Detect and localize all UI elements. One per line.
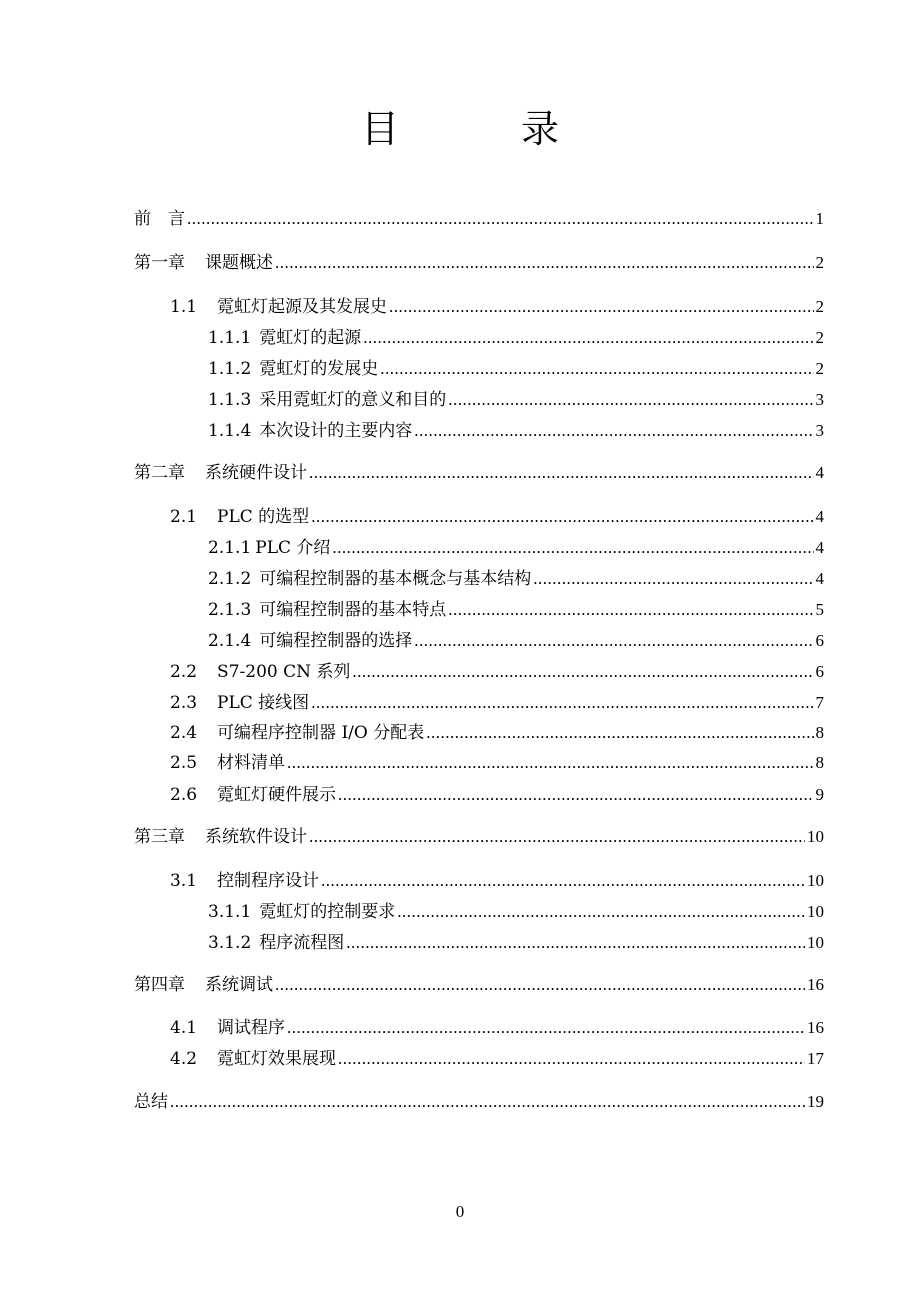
toc-entry-number: 2.1 bbox=[170, 507, 198, 527]
toc-entry-page: 19 bbox=[807, 1092, 824, 1111]
toc-entry-label: 课题概述 bbox=[205, 253, 273, 273]
toc-entry-label: PLC 介绍 bbox=[255, 538, 331, 558]
toc-entry-page: 3 bbox=[815, 421, 824, 440]
toc-entry-label: 霓虹灯的控制要求 bbox=[259, 902, 396, 922]
toc-entry-label: 前 言 bbox=[134, 209, 185, 229]
toc-entry-subsection[interactable] bbox=[208, 928, 824, 954]
toc-entry-subsection[interactable] bbox=[208, 595, 824, 621]
toc-leader-dots bbox=[397, 901, 805, 923]
toc-leader-dots bbox=[338, 784, 813, 806]
toc-entry-page: 1 bbox=[815, 209, 824, 228]
toc-entry-subsection[interactable] bbox=[208, 323, 824, 349]
toc-entry-summary[interactable] bbox=[134, 1087, 824, 1113]
toc-entry-page: 2 bbox=[815, 253, 824, 272]
toc-entry-label: 霓虹灯硬件展示 bbox=[217, 785, 337, 805]
toc-entry-number: 2.1.4 bbox=[208, 631, 252, 651]
toc-leader-dots bbox=[380, 358, 813, 380]
toc-entry-label: 系统调试 bbox=[205, 975, 273, 995]
toc-entry-label: 采用霓虹灯的意义和目的 bbox=[259, 390, 447, 410]
toc-entry-number: 1.1.4 bbox=[208, 421, 252, 441]
toc-entry-label: PLC 的选型 bbox=[217, 507, 310, 527]
toc-entry-preface[interactable] bbox=[134, 204, 824, 230]
toc-entry-page: 9 bbox=[815, 785, 824, 804]
toc-entry-number: 1.1.3 bbox=[208, 390, 252, 410]
toc-entry-number: 4.2 bbox=[170, 1049, 198, 1069]
toc-entry-label: PLC 接线图 bbox=[217, 693, 310, 713]
toc-entry-number: 第三章 bbox=[134, 827, 185, 847]
toc-entry-label: 本次设计的主要内容 bbox=[259, 421, 413, 441]
toc-leader-dots bbox=[338, 1048, 805, 1070]
toc-entry-number: 3.1.2 bbox=[208, 933, 252, 953]
toc-entry-page: 6 bbox=[815, 662, 824, 681]
toc-leader-dots bbox=[352, 661, 813, 683]
toc-leader-dots bbox=[414, 630, 813, 652]
toc-entry-label: 控制程序设计 bbox=[217, 871, 320, 891]
toc-entry-number: 3.1.1 bbox=[208, 902, 252, 922]
toc-entry-page: 5 bbox=[815, 600, 824, 619]
toc-entry-number: 1.1 bbox=[170, 297, 198, 317]
toc-entry-label: 可编程序控制器 I/O 分配表 bbox=[217, 723, 425, 743]
toc-entry-number: 1.1.2 bbox=[208, 359, 252, 379]
toc-entry-section[interactable] bbox=[170, 292, 824, 318]
toc-entry-page: 2 bbox=[815, 297, 824, 316]
toc-entry-page: 4 bbox=[815, 538, 824, 557]
toc-entry-page: 8 bbox=[815, 723, 824, 742]
toc-entry-subsection[interactable] bbox=[208, 533, 824, 559]
page-title: 目 录 bbox=[360, 107, 601, 151]
toc-entry-label: 调试程序 bbox=[217, 1018, 286, 1038]
toc-entry-page: 10 bbox=[807, 827, 824, 846]
toc-entry-number: 第二章 bbox=[134, 463, 185, 483]
toc-entry-subsection[interactable] bbox=[208, 385, 824, 411]
toc-entry-subsection[interactable] bbox=[208, 416, 824, 442]
toc-entry-number: 2.2 bbox=[170, 662, 198, 682]
toc-entry-page: 2 bbox=[815, 359, 824, 378]
toc-entry-page: 6 bbox=[815, 631, 824, 650]
toc-entry-section[interactable] bbox=[170, 748, 824, 774]
toc-leader-dots bbox=[389, 296, 813, 318]
toc-entry-section[interactable] bbox=[170, 502, 824, 528]
toc-leader-dots bbox=[287, 752, 813, 774]
page-number: 0 bbox=[455, 1202, 465, 1221]
toc-entry-subsection[interactable] bbox=[208, 897, 824, 923]
toc-entry-chapter-2[interactable] bbox=[134, 458, 824, 484]
toc-leader-dots bbox=[426, 722, 813, 744]
toc-entry-page: 3 bbox=[815, 390, 824, 409]
toc-entry-label: 系统硬件设计 bbox=[205, 463, 307, 483]
toc-entry-label: 材料清单 bbox=[217, 753, 286, 773]
toc-entry-page: 10 bbox=[807, 933, 824, 952]
toc-entry-chapter-4[interactable] bbox=[134, 970, 824, 996]
toc-entry-section[interactable] bbox=[170, 1044, 824, 1070]
toc-entry-page: 2 bbox=[815, 328, 824, 347]
toc-leader-dots bbox=[311, 506, 813, 528]
toc-leader-dots bbox=[309, 826, 805, 848]
toc-entry-section[interactable] bbox=[170, 866, 824, 892]
toc-leader-dots bbox=[170, 1091, 805, 1113]
toc-entry-page: 7 bbox=[815, 693, 824, 712]
toc-entry-page: 17 bbox=[807, 1049, 824, 1068]
toc-entry-page: 4 bbox=[815, 569, 824, 588]
toc-entry-section[interactable] bbox=[170, 718, 824, 744]
toc-entry-page: 8 bbox=[815, 753, 824, 772]
toc-entry-section[interactable] bbox=[170, 1013, 824, 1039]
toc-leader-dots bbox=[448, 599, 813, 621]
toc-leader-dots bbox=[533, 568, 813, 590]
toc-entry-page: 16 bbox=[807, 1018, 824, 1037]
toc-entry-chapter-3[interactable] bbox=[134, 822, 824, 848]
toc-leader-dots bbox=[448, 389, 813, 411]
toc-entry-subsection[interactable] bbox=[208, 564, 824, 590]
toc-entry-page: 4 bbox=[815, 463, 824, 482]
toc-entry-number: 4.1 bbox=[170, 1018, 198, 1038]
toc-entry-page: 10 bbox=[807, 871, 824, 890]
toc-entry-label: 总结 bbox=[134, 1092, 168, 1112]
toc-entry-label: 霓虹灯的发展史 bbox=[259, 359, 379, 379]
toc-leader-dots bbox=[346, 932, 805, 954]
toc-entry-subsection[interactable] bbox=[208, 626, 824, 652]
toc-entry-label: 可编程控制器的基本概念与基本结构 bbox=[259, 569, 532, 589]
toc-leader-dots bbox=[187, 208, 814, 230]
toc-entry-number: 1.1.1 bbox=[208, 328, 252, 348]
toc-leader-dots bbox=[275, 974, 805, 996]
toc-entry-number: 2.4 bbox=[170, 723, 198, 743]
toc-entry-number: 2.1.2 bbox=[208, 569, 252, 589]
toc-leader-dots bbox=[287, 1017, 805, 1039]
toc-entry-label: 程序流程图 bbox=[259, 933, 345, 953]
toc-entry-number: 2.6 bbox=[170, 785, 198, 805]
toc-leader-dots bbox=[414, 420, 813, 442]
toc-entry-section[interactable] bbox=[170, 688, 824, 714]
toc-entry-chapter-1[interactable] bbox=[134, 248, 824, 274]
toc-leader-dots bbox=[309, 462, 814, 484]
toc-entry-number: 2.3 bbox=[170, 693, 198, 713]
toc-entry-number: 2.1.3 bbox=[208, 600, 252, 620]
toc-entry-number: 2.5 bbox=[170, 753, 198, 773]
toc-leader-dots bbox=[275, 252, 814, 274]
toc-entry-subsection[interactable] bbox=[208, 354, 824, 380]
toc-leader-dots bbox=[332, 537, 813, 559]
toc-entry-label: 霓虹灯起源及其发展史 bbox=[217, 297, 388, 317]
toc-entry-number: 第四章 bbox=[134, 975, 185, 995]
toc-entry-section[interactable] bbox=[170, 657, 824, 683]
toc-leader-dots bbox=[363, 327, 813, 349]
toc-entry-page: 10 bbox=[807, 902, 824, 921]
toc-entry-page: 16 bbox=[807, 975, 824, 994]
toc-entry-section[interactable] bbox=[170, 780, 824, 806]
toc-entry-page: 4 bbox=[815, 507, 824, 526]
toc-entry-label: S7-200 CN 系列 bbox=[217, 662, 351, 682]
toc-entry-label: 可编程控制器的选择 bbox=[259, 631, 413, 651]
toc-entry-number: 2.1.1 bbox=[208, 538, 252, 558]
toc-leader-dots bbox=[321, 870, 805, 892]
toc-leader-dots bbox=[311, 692, 813, 714]
toc-entry-number: 3.1 bbox=[170, 871, 198, 891]
toc-entry-label: 霓虹灯的起源 bbox=[259, 328, 362, 348]
toc-entry-label: 系统软件设计 bbox=[205, 827, 307, 847]
toc-entry-label: 霓虹灯效果展现 bbox=[217, 1049, 337, 1069]
toc-entry-label: 可编程控制器的基本特点 bbox=[259, 600, 447, 620]
toc-entry-number: 第一章 bbox=[134, 253, 185, 273]
